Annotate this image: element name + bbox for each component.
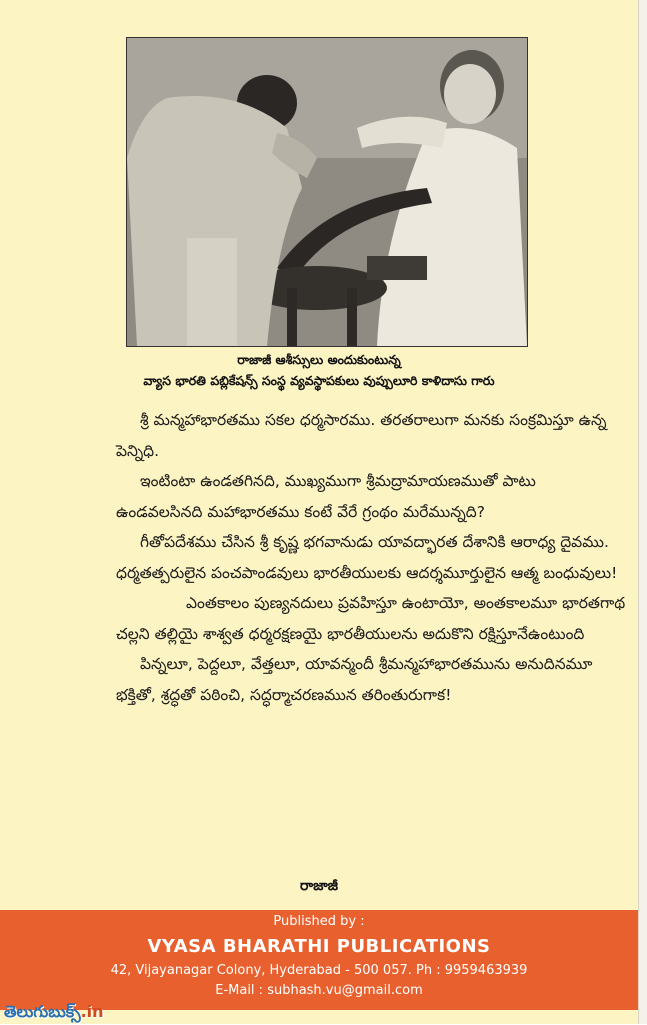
body-text bbox=[116, 405, 626, 710]
paragraph-1: శ్రీ మన్మహాభారతము సకల ధర్మసారము. తరతరాలుగా మనకు సంక్రమిస్తూ ఉన్న పెన్నిధి. bbox=[116, 411, 607, 460]
published-by-label: Published by : bbox=[273, 914, 365, 929]
publisher-footer bbox=[0, 910, 638, 1010]
photo-rajaji-blessing bbox=[126, 37, 528, 347]
paragraph-4: ఎంతకాలం పుణ్యనదులు ప్రవహిస్తూ ఉంటాయో, అంతకాలమూ భారతగాథ చల్లని తల్లియై శాశ్వత ధర్మరక్షణయై భారతీయులను అదుకొని రక్షిస్తూనేఉంటుంది bbox=[116, 594, 626, 643]
paragraph-2: ఇంటింటా ఉండతగినది, ముఖ్యముగా శ్రీమద్రామాయణముతో పాటు ఉండవలసినది మహాభారతము కంటే వేరే గ్రంథం మరేమున్నది? bbox=[116, 472, 536, 521]
page-edge bbox=[638, 0, 647, 1024]
photo-caption-line-2: వ్యాస భారతి పబ్లికేషన్స్ సంస్థ వ్యవస్థాపకులు వుప్పులూరి కాళిదాసు గారు bbox=[143, 373, 495, 388]
photo-caption-line-1: రాజాజీ ఆశీస్సులు అందుకుంటున్న bbox=[237, 352, 401, 367]
photo-icon bbox=[127, 38, 527, 346]
publisher-name: VYASA BHARATHI PUBLICATIONS bbox=[147, 936, 491, 957]
signature: రాజాజీ bbox=[300, 878, 338, 894]
publisher-email: E-Mail : subhash.vu@gmail.com bbox=[215, 983, 423, 998]
paragraph-3: గీతోపదేశము చేసిన శ్రీ కృష్ణ భగవానుడు యావద్భారత దేశానికి ఆరాధ్య దైవము. ధర్మతత్పరులైన పంచపాండవులు భారతీయులకు ఆదర్శమూర్తులైన ఆత్మ బంధువులు! bbox=[116, 533, 618, 582]
publisher-address: 42, Vijayanagar Colony, Hyderabad - 500 057. Ph : 9959463939 bbox=[110, 963, 528, 978]
watermark-name: తెలుగుబుక్స్ bbox=[4, 1002, 81, 1021]
paragraph-5: పిన్నలూ, పెద్దలూ, వేత్తలూ, యావన్మందీ శ్రీమన్మహాభారతమును అనుదినమూ భక్తితో, శ్రద్ధతో పఠించి, సద్ధర్మాచరణమున తరింతురుగాక! bbox=[116, 655, 593, 704]
site-watermark bbox=[4, 1002, 104, 1025]
watermark-tld: .in bbox=[80, 1002, 104, 1021]
